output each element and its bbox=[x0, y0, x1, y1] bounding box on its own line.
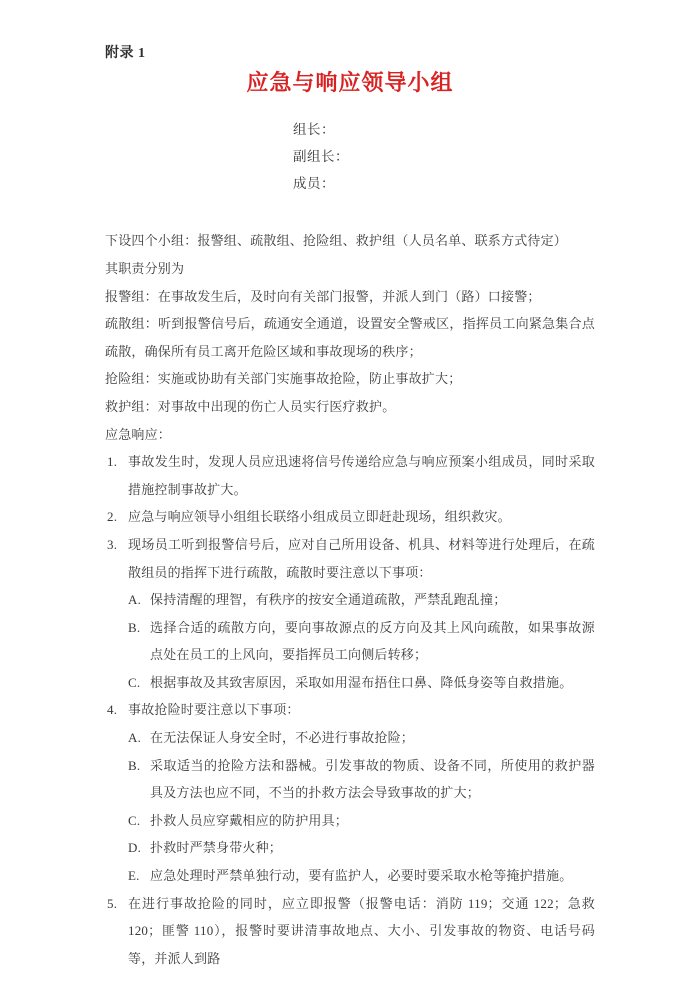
paragraph-medical-group: 救护组：对事故中出现的伤亡人员实行医疗救护。 bbox=[105, 398, 396, 414]
paragraph-groups: 下设四个小组：报警组、疏散组、抢险组、救护组（人员名单、联系方式待定） bbox=[105, 233, 568, 249]
sub-list-marker: B. bbox=[128, 619, 141, 635]
item-text: 现场员工听到报警信号后，应对自己所用设备、机具、材料等进行处理后，在疏散组员的指挥下进行疏散，疏散时要注意以下事项： bbox=[128, 536, 595, 580]
paragraph-rescue-group: 抢险组：实施或协助有关部门实施事故抢险，防止事故扩大； bbox=[105, 371, 462, 387]
paragraph-response-heading: 应急响应： bbox=[105, 426, 172, 442]
numbered-item-1 bbox=[105, 448, 595, 503]
sub-item-3c bbox=[128, 669, 595, 697]
paragraph-alarm-group: 报警组：在事故发生后，及时向有关部门报警，并派人到门（路）口接警； bbox=[105, 288, 541, 304]
sub-list-marker: E. bbox=[128, 868, 140, 884]
item-text: 应急与响应领导小组组长联络小组成员立即赶赴现场，组织救灾。 bbox=[128, 509, 511, 525]
leader-deputy-label: 副组长： bbox=[293, 148, 349, 164]
paragraph-evacuation-group: 疏散组：听到报警信号后，疏通安全通道，设置安全警戒区，指挥员工向紧急集合点疏散，确保所有员工离开危险区域和事故现场的秩序； bbox=[105, 316, 595, 359]
leader-chief-label: 组长： bbox=[293, 122, 335, 137]
numbered-item-2 bbox=[105, 503, 595, 531]
sub-list-marker: B. bbox=[128, 757, 141, 773]
item-text: 在进行事故抢险的同时，应立即报警（报警电话：消防 119；交通 122；急救 120；匪警 110），报警时要讲清事故地点、大小、引发事故的物资、电话号码等，并派人到路 bbox=[128, 895, 595, 966]
sub-item-text: 根据事故及其致害原因，采取如用湿布捂住口鼻、降低身姿等自救措施。 bbox=[150, 674, 573, 690]
sub-item-4a bbox=[128, 724, 595, 752]
sub-item-text: 应急处理时严禁单独行动，要有监护人，必要时要采取水枪等掩护措施。 bbox=[150, 868, 573, 884]
list-marker: 5. bbox=[107, 895, 118, 911]
sub-item-3b bbox=[128, 614, 595, 669]
sub-item-4b bbox=[128, 752, 595, 807]
sub-item-4e bbox=[128, 862, 595, 890]
sub-list-marker: C. bbox=[128, 674, 141, 690]
sub-item-text: 在无法保证人身安全时，不必进行事故抢险； bbox=[150, 730, 415, 746]
leaders-block bbox=[293, 117, 595, 197]
list-marker: 1. bbox=[107, 454, 118, 470]
appendix-label: 附录 1 bbox=[105, 46, 146, 61]
sub-list-marker: A. bbox=[128, 730, 142, 746]
document-title: 应急与响应领导小组 bbox=[246, 70, 454, 95]
list-marker: 2. bbox=[107, 509, 118, 525]
numbered-item-4 bbox=[105, 696, 595, 889]
numbered-item-5 bbox=[105, 890, 595, 973]
sub-list-marker: A. bbox=[128, 592, 142, 608]
sub-item-4c bbox=[128, 807, 595, 835]
sub-item-3a bbox=[128, 586, 595, 614]
leader-members-label: 成员： bbox=[293, 175, 335, 191]
list-marker: 4. bbox=[107, 702, 118, 718]
sub-list-marker: C. bbox=[128, 812, 141, 828]
item-text: 事故发生时，发现人员应迅速将信号传递给应急与响应预案小组成员，同时采取措施控制事故扩大。 bbox=[128, 454, 595, 497]
sub-item-text: 采取适当的抢险方法和器械。引发事故的物质、设备不同，所使用的救护器具及方法也应不同，不当的扑救方法会导致事故的扩大； bbox=[150, 757, 595, 801]
sub-item-text: 保持清醒的理智，有秩序的按安全通道疏散，严禁乱跑乱撞； bbox=[150, 592, 507, 608]
body-text bbox=[105, 227, 595, 972]
sub-item-text: 选择合适的疏散方向，要向事故源点的反方向及其上风向疏散，如果事故源点处在员工的上风向，要指挥员工向侧后转移； bbox=[150, 619, 595, 663]
paragraph-duties-intro: 其职责分别为 bbox=[105, 260, 185, 276]
sub-item-text: 扑救时严禁身带火种； bbox=[150, 840, 283, 856]
sub-list-marker: D. bbox=[128, 840, 142, 856]
numbered-item-3 bbox=[105, 531, 595, 697]
sub-item-text: 扑救人员应穿戴相应的防护用具； bbox=[150, 812, 349, 828]
sub-item-4d bbox=[128, 834, 595, 862]
list-marker: 3. bbox=[107, 536, 118, 552]
item-text: 事故抢险时要注意以下事项： bbox=[128, 702, 300, 718]
